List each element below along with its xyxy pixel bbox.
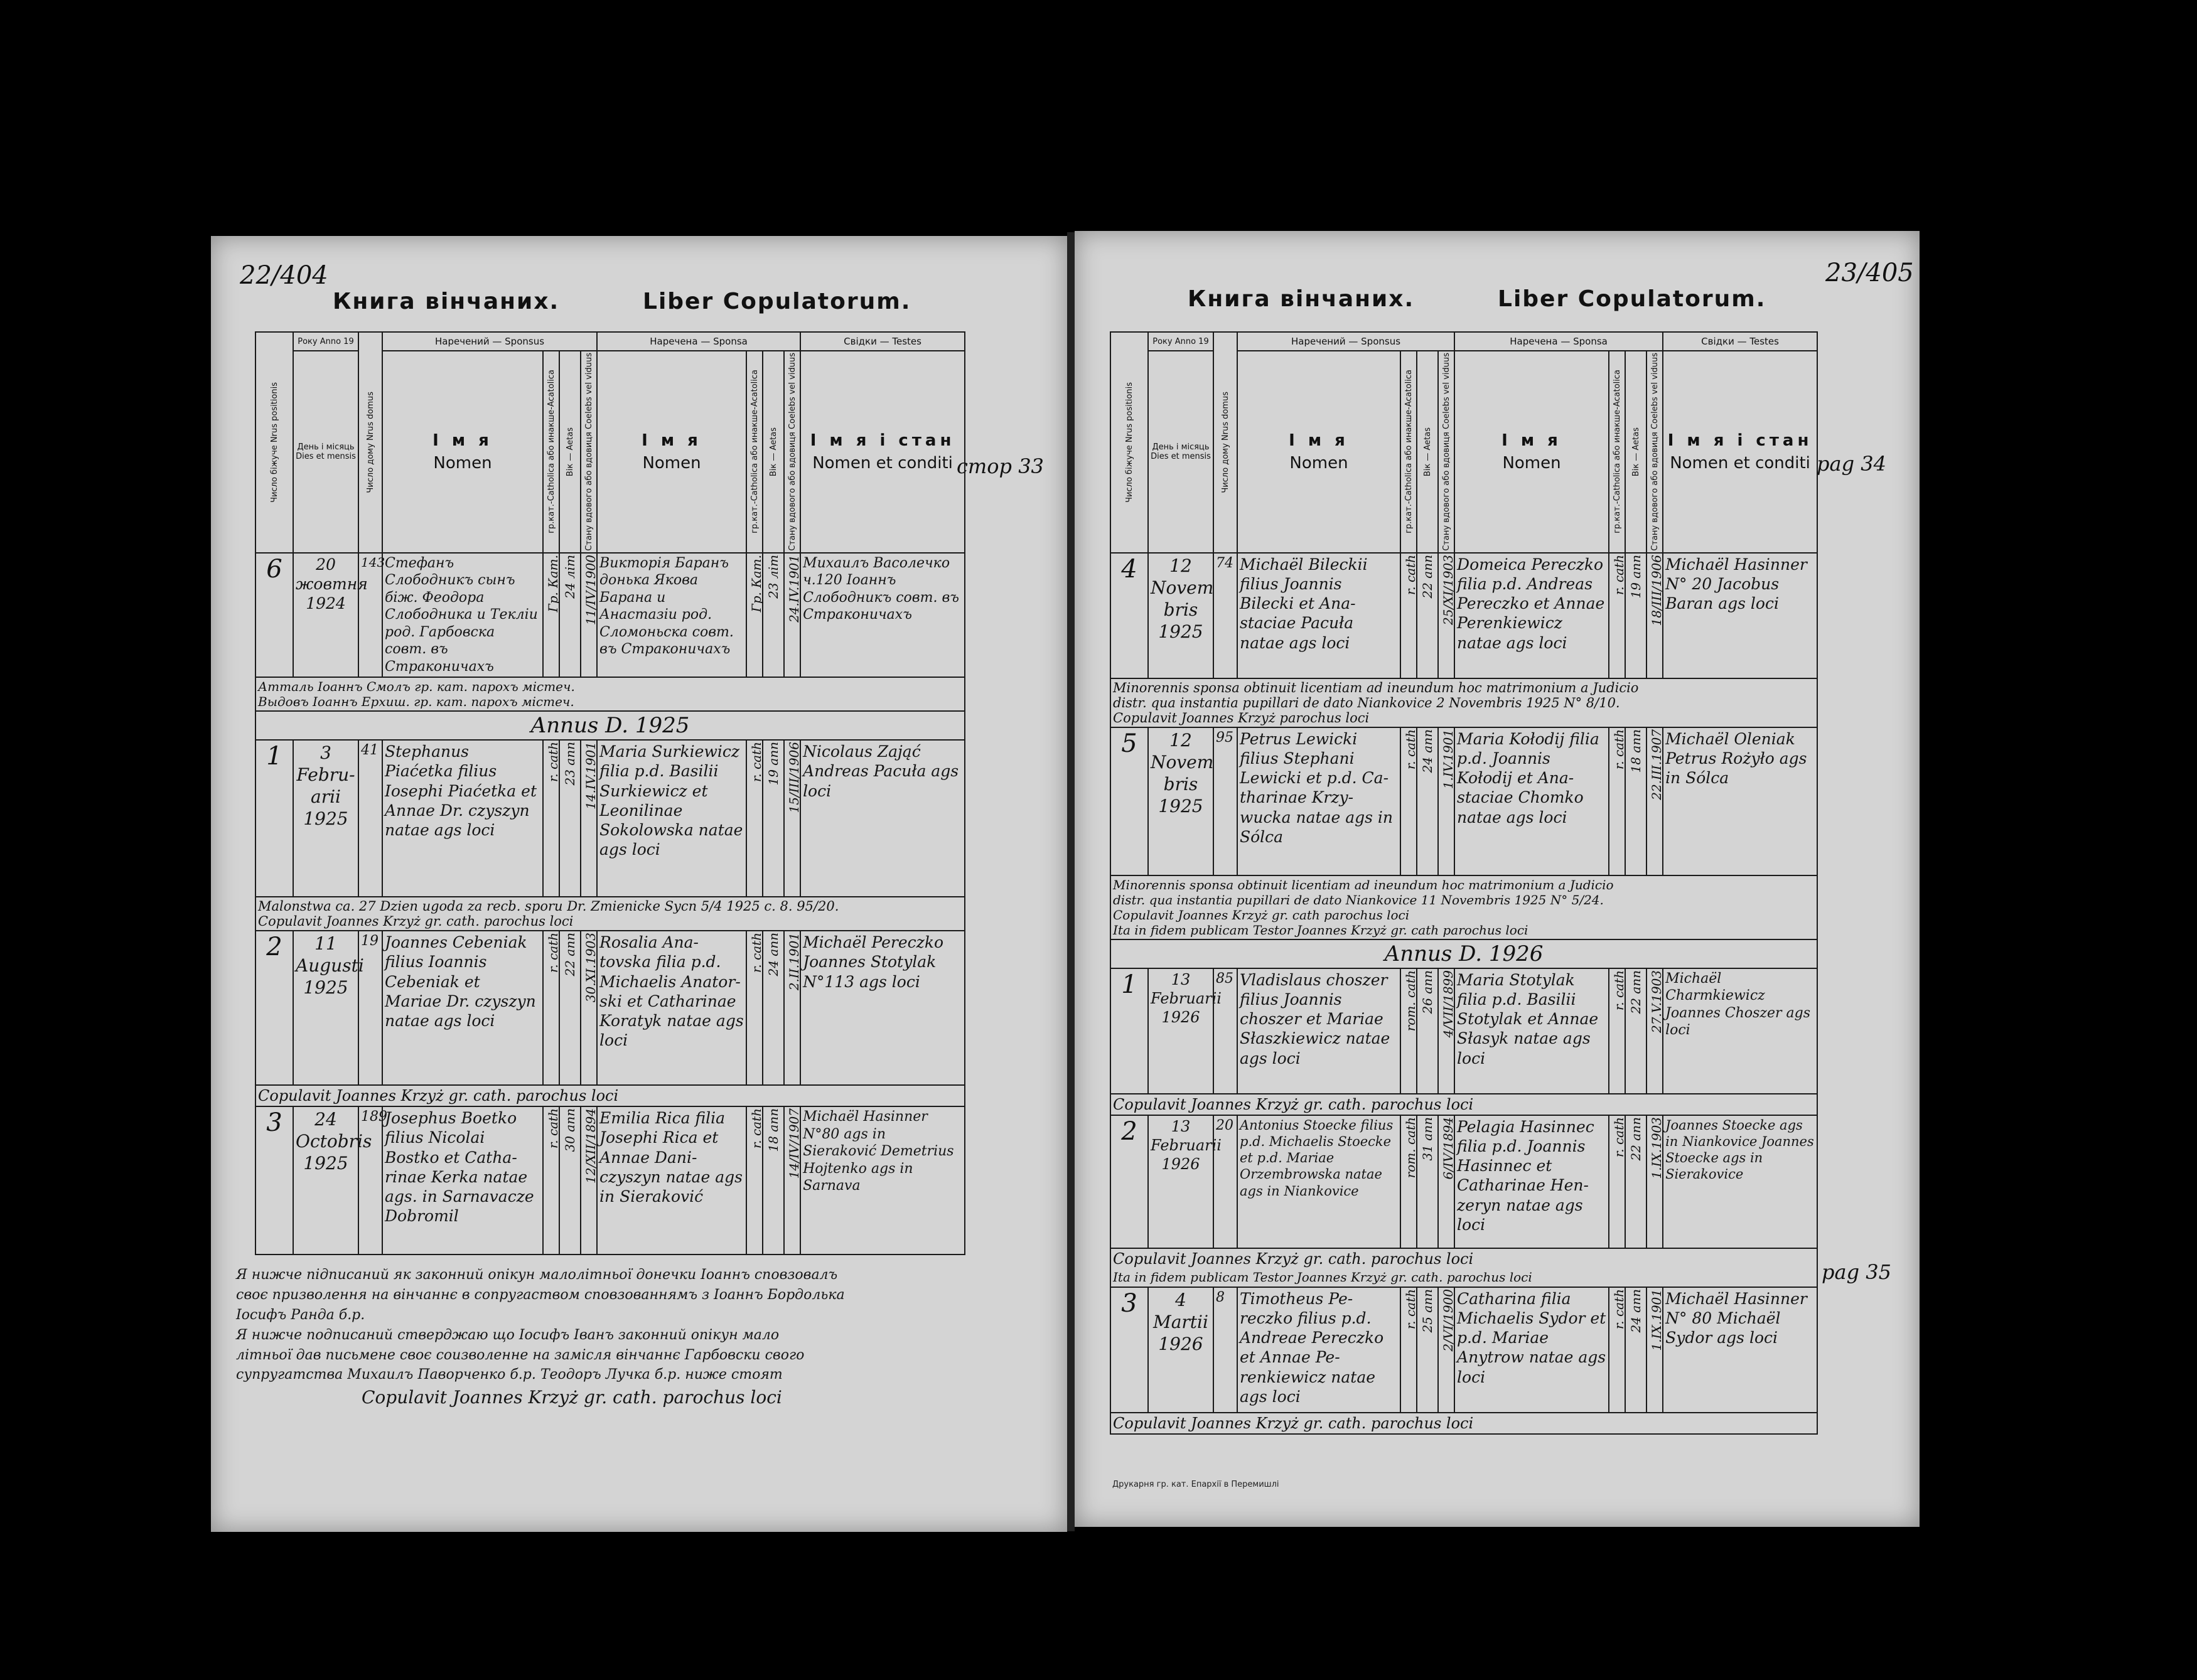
entry-rel2: Гр. Кат. <box>746 553 763 678</box>
table-row <box>1110 1287 1817 1413</box>
entry-age2: 19 ann <box>763 740 784 897</box>
table-row <box>255 931 965 1085</box>
entry-age1: 22 ann <box>559 931 581 1085</box>
entry-house: 19 <box>358 931 382 1085</box>
entry-sponsus: Joannes Cebeniak filius Ioannis Cebeniak et Mariae Dr. czyszyn natae ags loci <box>382 931 543 1085</box>
entry-number: 4 <box>1110 553 1148 678</box>
note-row <box>1110 1248 1817 1287</box>
entry-testes: Michaël Charmkiewicz Joannes Choszer ags loci <box>1663 968 1817 1094</box>
col-coelebs: Стану вдового або вдовиця Coelebs vel viduus <box>1438 351 1454 553</box>
entry-dob1: 2/VI/1900 <box>1438 1287 1454 1413</box>
entry-sponsa: Maria Kołodij filia p.d. Joannis Kołodij et Anastaciae Chomko natae ags loci <box>1454 727 1609 875</box>
left-header-top <box>255 332 965 351</box>
entry-rel1: rom. cath <box>1400 968 1417 1094</box>
entry-number: 5 <box>1110 727 1148 875</box>
entry-dob1: 4/VII/1899 <box>1438 968 1454 1094</box>
col-nrus: Число біжуче Nrus positionis <box>255 332 293 553</box>
col-day: День і місяць Dies et mensis <box>1148 351 1213 553</box>
note-text: Copulavit Joannes Krzyż gr. cath. parochus loci <box>258 914 574 929</box>
entry-rel2: r. cath <box>1609 1287 1625 1413</box>
entry-rel2: r. cath <box>746 740 763 897</box>
col-aetas-2: Вік — Aetas <box>1625 351 1646 553</box>
col-sponsa-nomen: І м я Nomen <box>597 351 746 553</box>
note-text: Ita in fidem publicam Testor Joannes Krzyż gr. cath parochus loci <box>1113 922 1528 938</box>
left-folio: 22/404 <box>240 261 328 290</box>
entry-rel1: r. cath <box>1400 553 1417 678</box>
entry-dob2: 22.III.1907 <box>1646 727 1663 875</box>
entry-sponsa: Catharina filia Michaelis Sydor et p.d. Mariae Anytrow natae ags loci <box>1454 1287 1609 1413</box>
col-sponsus: Наречений — Sponsus <box>1237 332 1454 351</box>
entry-house: 20 <box>1213 1115 1237 1248</box>
right-title-la: Liber Copulatorum. <box>1498 286 1766 312</box>
entry-number: 2 <box>1110 1115 1148 1248</box>
col-religio: гр.кат.-Catholica або инакше-Acatolica <box>543 351 559 553</box>
table-row <box>255 1106 965 1255</box>
right-page-ref: pag 34 <box>1817 452 1886 476</box>
entry-dob1: 25/XI/1903 <box>1438 553 1454 678</box>
entry-age2: 22 ann <box>1625 968 1646 1094</box>
col-religio-2: гр.кат.-Catholica або инакше-Acatolica <box>746 351 763 553</box>
note-text: Copulavit Joannes Krzyż gr. cath parochus loci <box>1113 907 1410 923</box>
entry-dob1: 1.IV.1901 <box>1438 727 1454 875</box>
entry-number: 1 <box>1110 968 1148 1094</box>
col-domus: Число дому Nrus domus <box>358 332 382 553</box>
entry-rel2: r. cath <box>1609 727 1625 875</box>
entry-rel1: r. cath <box>543 931 559 1085</box>
table-row <box>255 553 965 678</box>
entry-sponsa: Emilia Rica filia Josephi Rica et Annae Daniczyszyn natae ags in Sieraković <box>597 1106 746 1255</box>
entry-rel2: r. cath <box>1609 1115 1625 1248</box>
col-sponsa: Наречена — Sponsa <box>597 332 800 351</box>
entry-sponsa: Domeica Pereczko filia p.d. Andreas Pereczko et Annae Perenkiewicz natae ags loci <box>1454 553 1609 678</box>
entry-testes: Michaël Oleniak Petrus Rożyło ags in Sólca <box>1663 727 1817 875</box>
note-cell <box>1110 1248 1817 1287</box>
footnote-line: літньої дав письмене своє соизволенне на замісля вінчаннє Гарбовски свого <box>236 1347 805 1363</box>
note-cell: Copulavit Joannes Krzyż gr. cath. parochus loci <box>1110 1094 1817 1115</box>
col-sponsa-nomen: І м я Nomen <box>1454 351 1609 553</box>
entry-dob1: 11/IV/1900 <box>581 553 597 678</box>
table-row <box>255 740 965 897</box>
left-title-la: Liber Copulatorum. <box>643 289 911 314</box>
note-text: Copulavit Joannes Krzyż gr. cath. parochus loci <box>1113 1249 1474 1268</box>
note-text: Copulavit Joannes Krzyż parochus loci <box>1113 710 1370 725</box>
col-domus: Число дому Nrus domus <box>1213 332 1237 553</box>
col-anno: Року Anno 19 <box>293 332 358 351</box>
entry-testes: Michaël Hasinner N° 20 Jacobus Baran ags loci <box>1663 553 1817 678</box>
col-testes-nomen: І м я і стан Nomen et conditi <box>800 351 965 553</box>
entry-sponsa: Rosalia Anatovska filia p.d. Michaelis Anatorski et Catharinae Koratyk natae ags loci <box>597 931 746 1085</box>
entry-testes: Michaël Hasinner N°80 ags in Sieraković Demetrius Hojtenko ags in Sarnava <box>800 1106 965 1255</box>
note-text: distr. qua instantia pupillari de dato Niankovice 2 Novembris 1925 N° 8/10. <box>1113 695 1620 710</box>
entry-sponsus: Стефанъ Слободникъ сынъ біж. Феодора Слободника и Текліи род. Гарбовска совт. въ Страконичахъ <box>382 553 543 678</box>
year-heading: Annus D. 1925 <box>255 711 965 740</box>
col-aetas: Вік — Aetas <box>1417 351 1438 553</box>
entry-rel1: r. cath <box>1400 1287 1417 1413</box>
entry-dob2: 2.II.1901 <box>784 931 800 1085</box>
note-row <box>1110 1413 1817 1434</box>
footnote-signature: Copulavit Joannes Krzyż gr. cath. parochus loci <box>362 1387 782 1408</box>
note-row <box>1110 678 1817 727</box>
entry-date: 11 Augusti 1925 <box>293 931 358 1085</box>
col-coelebs: Стану вдового або вдовиця Coelebs vel viduus <box>581 351 597 553</box>
entry-dob2: 1.IX.1901 <box>1646 1287 1663 1413</box>
entry-age1: 30 ann <box>559 1106 581 1255</box>
entry-number: 3 <box>255 1106 293 1255</box>
note-text: Ita in fidem publicam Testor Joannes Krzyż gr. cath. parochus loci <box>1113 1269 1532 1285</box>
entry-number: 3 <box>1110 1287 1148 1413</box>
entry-sponsus: Timotheus Pereczko filius p.d. Andreae Pereczko et Annae Perenkiewicz natae ags loci <box>1237 1287 1400 1413</box>
left-register-table <box>255 331 965 1255</box>
col-anno: Року Anno 19 <box>1148 332 1213 351</box>
note-cell: Copulavit Joannes Krzyż gr. cath. parochus loci <box>255 1085 965 1106</box>
book-gutter <box>1067 232 1075 1531</box>
entry-testes: Михаилъ Васолечко ч.120 Іоаннъ Слободникъ совт. въ Страконичахъ <box>800 553 965 678</box>
entry-sponsus: Vladislaus choszer filius Joannis choszer et Mariae Słaszkiewicz natae ags loci <box>1237 968 1400 1094</box>
col-religio-2: гр.кат.-Catholica або инакше-Acatolica <box>1609 351 1625 553</box>
entry-age1: 26 ann <box>1417 968 1438 1094</box>
note-row <box>255 1085 965 1106</box>
entry-rel2: r. cath <box>1609 968 1625 1094</box>
entry-age2: 22 ann <box>1625 1115 1646 1248</box>
entry-age2: 18 ann <box>763 1106 784 1255</box>
left-page <box>211 236 1067 1532</box>
note-text: Minorennis sponsa obtinuit licentiam ad ineundum hoc matrimonium a Judicio <box>1113 680 1639 695</box>
entry-date: 13 Februarii 1926 <box>1148 968 1213 1094</box>
col-coelebs-2: Стану вдового або вдовиця Coelebs vel viduus <box>1646 351 1663 553</box>
entry-number: 1 <box>255 740 293 897</box>
entry-date: 3 Februarii 1925 <box>293 740 358 897</box>
entry-rel2: r. cath <box>746 931 763 1085</box>
entry-sponsus: Michaël Bileckii filius Joannis Bilecki et Anastaciae Pacuła natae ags loci <box>1237 553 1400 678</box>
right-header-top <box>1110 332 1817 351</box>
entry-sponsa: Maria Stotylak filia p.d. Basilii Stotylak et Annae Słasyk natae ags loci <box>1454 968 1609 1094</box>
entry-number: 2 <box>255 931 293 1085</box>
note-text: Minorennis sponsa obtinuit licentiam ad ineundum hoc matrimonium a Judicio <box>1113 877 1614 892</box>
col-day: День і місяць Dies et mensis <box>293 351 358 553</box>
note-text: distr. qua instantia pupillari de dato Niankovice 11 Novembris 1925 N° 5/24. <box>1113 892 1604 907</box>
col-coelebs-2: Стану вдового або вдовиця Coelebs vel viduus <box>784 351 800 553</box>
entry-rel2: r. cath <box>746 1106 763 1255</box>
entry-rel2: r. cath <box>1609 553 1625 678</box>
entry-number: 6 <box>255 553 293 678</box>
entry-testes: Michaël Hasinner N° 80 Michaël Sydor ags loci <box>1663 1287 1817 1413</box>
note-cell <box>255 677 965 711</box>
entry-dob2: 15/III/1906 <box>784 740 800 897</box>
col-religio: гр.кат.-Catholica або инакше-Acatolica <box>1400 351 1417 553</box>
entry-rel1: rom. cath <box>1400 1115 1417 1248</box>
footnote-line: своє призволення на вінчаннє в сопругаством сповзованнямъ з Іоаннъ Бордолька <box>236 1287 845 1303</box>
entry-age2: 23 літ <box>763 553 784 678</box>
note-cell: Copulavit Joannes Krzyż gr. cath. parochus loci <box>1110 1413 1817 1434</box>
right-page <box>1075 231 1920 1527</box>
entry-date: 12 Novem bris 1925 <box>1148 553 1213 678</box>
note-text: Атталь Іоаннъ Смолъ гр. кат. парохъ містеч. <box>258 679 575 695</box>
right-register-table <box>1110 331 1818 1435</box>
right-page-ref-2: pag 35 <box>1822 1260 1891 1284</box>
footnote-line: Я нижче подписаний стверджаю що Іосифъ Іванъ законний опікун мало <box>236 1327 780 1343</box>
note-row <box>255 677 965 711</box>
entry-house: 189 <box>358 1106 382 1255</box>
note-row <box>1110 875 1817 939</box>
entry-rel1: r. cath <box>543 740 559 897</box>
entry-rel1: r. cath <box>543 1106 559 1255</box>
entry-testes: Michaël Pereczko Joannes Stotylak N°113 ags loci <box>800 931 965 1085</box>
entry-age1: 24 ann <box>1417 727 1438 875</box>
col-aetas-2: Вік — Aetas <box>763 351 784 553</box>
entry-sponsa: Maria Surkiewicz filia p.d. Basilii Surkiewicz et Leonilinae Sokolowska natae ags loci <box>597 740 746 897</box>
entry-sponsus: Petrus Lewicki filius Stephani Lewicki et p.d. Catharinae Krzywucka natae ags in Sólca <box>1237 727 1400 875</box>
col-sponsus: Наречений — Sponsus <box>382 332 597 351</box>
entry-date: 4 Martii 1926 <box>1148 1287 1213 1413</box>
entry-sponsa: Викторія Баранъ донька Якова Барана и Анастазіи род. Сломоньска совт. въ Страконичахъ <box>597 553 746 678</box>
entry-age2: 19 ann <box>1625 553 1646 678</box>
entry-dob1: 12/XII/1894 <box>581 1106 597 1255</box>
table-row <box>1110 968 1817 1094</box>
note-row <box>255 897 965 931</box>
entry-rel1: Гр. Кат. <box>543 553 559 678</box>
entry-date: 13 Februarii 1926 <box>1148 1115 1213 1248</box>
footnote-line: супругатства Михаилъ Паворченко б.р. Теодоръ Лучка б.р. ниже стоят <box>236 1367 783 1383</box>
entry-age1: 31 ann <box>1417 1115 1438 1248</box>
col-sponsus-nomen: І м я Nomen <box>1237 351 1400 553</box>
right-folio: 23/405 <box>1825 259 1914 287</box>
year-heading: Annus D. 1926 <box>1110 939 1817 968</box>
col-testes-nomen: І м я і стан Nomen et conditi <box>1663 351 1817 553</box>
col-sponsa: Наречена — Sponsa <box>1454 332 1663 351</box>
entry-testes: Nicolaus Zająć Andreas Pacuła ags loci <box>800 740 965 897</box>
entry-sponsus: Josephus Boetko filius Nicolai Bostko et Catharinae Kerka natae ags. in Sarnavacze Dobromil <box>382 1106 543 1255</box>
entry-dob2: 1.IX.1903 <box>1646 1115 1663 1248</box>
note-cell <box>255 897 965 931</box>
entry-age1: 22 ann <box>1417 553 1438 678</box>
entry-date: 12 Novem bris 1925 <box>1148 727 1213 875</box>
left-title-uk: Книга вінчаних. <box>333 289 560 314</box>
entry-house: 85 <box>1213 968 1237 1094</box>
entry-dob1: 30.XI.1903 <box>581 931 597 1085</box>
entry-house: 41 <box>358 740 382 897</box>
note-row <box>1110 1094 1817 1115</box>
left-footnotes <box>236 1265 1046 1411</box>
entry-house: 8 <box>1213 1287 1237 1413</box>
col-testes: Свідки — Testes <box>1663 332 1817 351</box>
footnote-line: Я нижче підписаний як законний опікун малолітньої донечки Іоаннъ сповзовалъ <box>236 1267 838 1283</box>
entry-date: 20 жовтня 1924 <box>293 553 358 678</box>
entry-age1: 23 ann <box>559 740 581 897</box>
col-nrus: Число біжуче Nrus positionis <box>1110 332 1148 553</box>
entry-rel1: r. cath <box>1400 727 1417 875</box>
table-row <box>1110 727 1817 875</box>
entry-house: 74 <box>1213 553 1237 678</box>
entry-dob1: 6/IV/1894 <box>1438 1115 1454 1248</box>
left-page-ref: стор 33 <box>957 454 1044 478</box>
note-text: Malonstwa ca. 27 Dzien ugoda za recb. sporu Dr. Zmienicke Sycn 5/4 1925 с. 8. 95/20. <box>258 899 839 914</box>
footnote-line: Іосифъ Ранда б.р. <box>236 1307 365 1323</box>
entry-dob1: 14.IV.1901 <box>581 740 597 897</box>
note-cell <box>1110 875 1817 939</box>
entry-sponsa: Pelagia Hasinnec filia p.d. Joannis Hasinnec et Catharinae Henzeryn natae ags loci <box>1454 1115 1609 1248</box>
year-row <box>1110 939 1817 968</box>
entry-dob2: 24.IV.1901 <box>784 553 800 678</box>
note-cell <box>1110 678 1817 727</box>
entry-age2: 24 ann <box>1625 1287 1646 1413</box>
entry-sponsus: Antonius Stoecke filius p.d. Michaelis Stoecke et p.d. Mariae Orzembrowska natae ags in Niankovice <box>1237 1115 1400 1248</box>
entry-sponsus: Stephanus Piaćetka filius Iosephi Piaćetka et Annae Dr. czyszyn natae ags loci <box>382 740 543 897</box>
entry-dob2: 27.V.1903 <box>1646 968 1663 1094</box>
entry-age2: 18 ann <box>1625 727 1646 875</box>
entry-age1: 25 ann <box>1417 1287 1438 1413</box>
entry-dob2: 14/IV/1907 <box>784 1106 800 1255</box>
right-title-uk: Книга вінчаних. <box>1188 286 1415 312</box>
entry-house: 143 <box>358 553 382 678</box>
entry-age2: 24 ann <box>763 931 784 1085</box>
table-row <box>1110 553 1817 678</box>
table-row <box>1110 1115 1817 1248</box>
printer-imprint: Друкарня гр. кат. Епархії в Перемишлі <box>1112 1480 1279 1489</box>
col-testes: Свідки — Testes <box>800 332 965 351</box>
col-aetas: Вік — Aetas <box>559 351 581 553</box>
entry-date: 24 Octobris 1925 <box>293 1106 358 1255</box>
entry-dob2: 18/III/1906 <box>1646 553 1663 678</box>
entry-house: 95 <box>1213 727 1237 875</box>
entry-age1: 24 літ <box>559 553 581 678</box>
col-sponsus-nomen: І м я Nomen <box>382 351 543 553</box>
year-row <box>255 711 965 740</box>
entry-testes: Joannes Stoecke ags in Niankovice Joannes Stoecke ags in Sierakovice <box>1663 1115 1817 1248</box>
note-text: Выдовъ Іоаннъ Ерхиш. гр. кат. парохъ містеч. <box>258 694 574 710</box>
